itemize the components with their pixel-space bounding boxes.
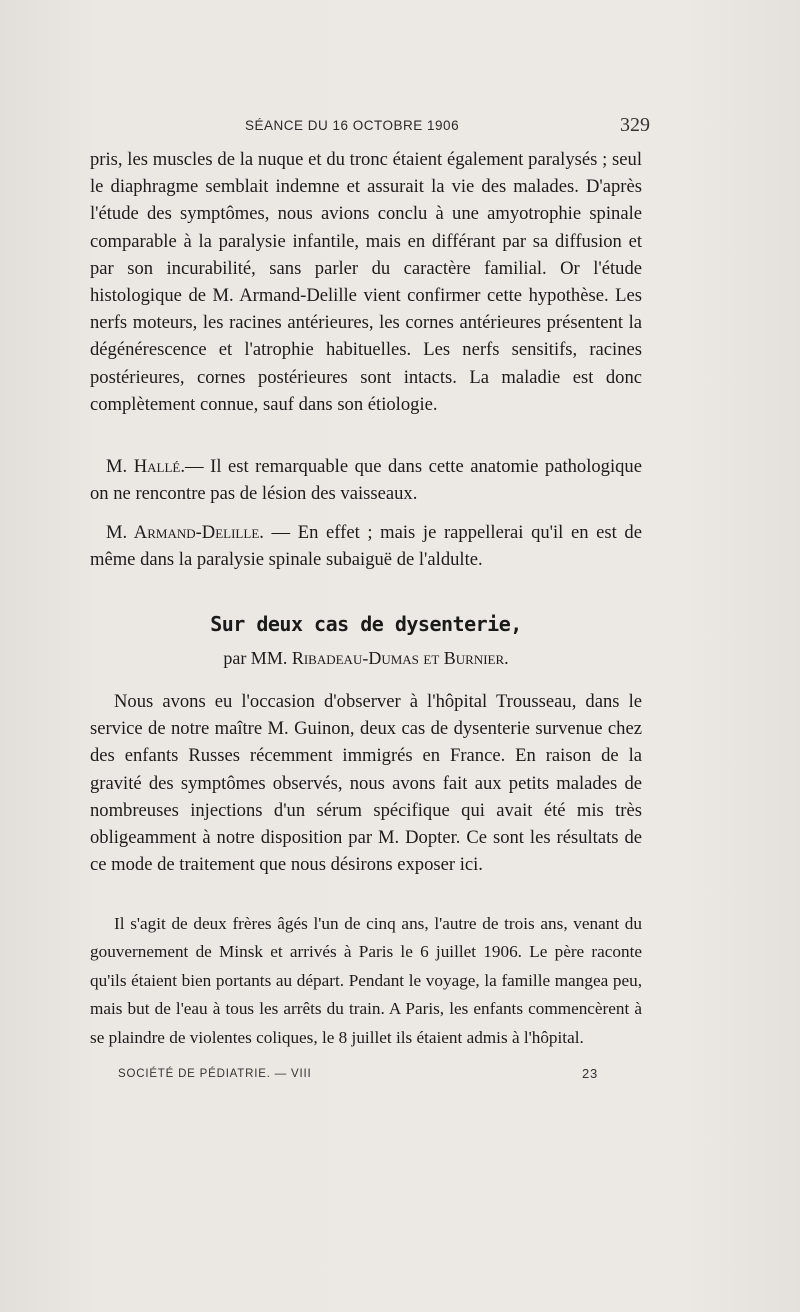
speaker-armand-delille: M. Armand-Delille. — [106, 522, 264, 543]
page-header — [90, 114, 650, 142]
page-number: 329 — [620, 114, 650, 136]
paragraph-halle — [90, 453, 642, 507]
authors-names: Ribadeau-Dumas et Burnier. — [291, 648, 509, 668]
paragraph-continuation: pris, les muscles de la nuque et du tronc étaient également paralysés ; seul le diaphragme semblait indemne et assurait la vie des malades. D'après l'étude des symptômes, nous avions conclu à une amyotrophie spinale comparable à la paralysie infantile, mais en différant par sa diffusion et par son incurabilité, sans parler du caractère familial. Or l'étude histologique de M. Armand-Delille vient confirmer cette hypothèse. Les nerfs moteurs, les racines antérieures, les cornes antérieures présentent la dégénérescence et l'atrophie habituelles. Les nerfs sensitifs, racines postérieures, cornes postérieures sont intacts. La maladie est donc complètement connue, sauf dans son étiologie. — [90, 149, 642, 415]
page-footer — [118, 1068, 598, 1088]
paragraph-armand-delille — [90, 519, 642, 573]
paragraph-case-report: Il s'agit de deux frères âgés l'un de cinq ans, l'autre de trois ans, venant du gouvernement de Minsk et arrivés à Paris le 6 juillet 1906. Le père raconte qu'ils étaient bien portants au départ. Pendant le voyage, la famille mangea peu, mais but de l'eau à tous les arrêts du train. A Paris, les enfants commencèrent à se plaindre de violentes coliques, le 8 juillet ils étaient admis à l'hôpital. — [90, 914, 642, 1047]
article-authors — [90, 648, 642, 669]
running-head: SÉANCE DU 16 OCTOBRE 1906 — [245, 118, 460, 133]
journal-line: SOCIÉTÉ DE PÉDIATRIE. — VIII — [118, 1068, 312, 1080]
speaker-halle: M. Hallé. — [106, 456, 185, 477]
signature-mark: 23 — [581, 1066, 598, 1081]
article-title: Sur deux cas de dysenterie, — [210, 612, 522, 636]
authors-prefix: par MM. — [223, 648, 288, 668]
paragraph-introduction: Nous avons eu l'occasion d'observer à l'hôpital Trousseau, dans le service de notre maître M. Guinon, deux cas de dysenterie survenue chez des enfants Russes récemment immigrés en France. En raison de la gravité des symptômes observés, nous avons fait aux petits malades de nombreuses injections d'un sérum spécifique qui avait été mis très obligeamment à notre disposition par M. Dopter. Ce sont les résultats de ce mode de traitement que nous désirons exposer ici. — [90, 691, 642, 876]
statement-armand-delille: — En effet ; mais je rappellerai qu'il en est de même dans la paralysie spinale subaiguë de l'aldulte. — [90, 522, 642, 571]
statement-halle: — Il est remarquable que dans cette anatomie pathologique on ne rencontre pas de lésion des vaisseaux. — [90, 456, 642, 505]
